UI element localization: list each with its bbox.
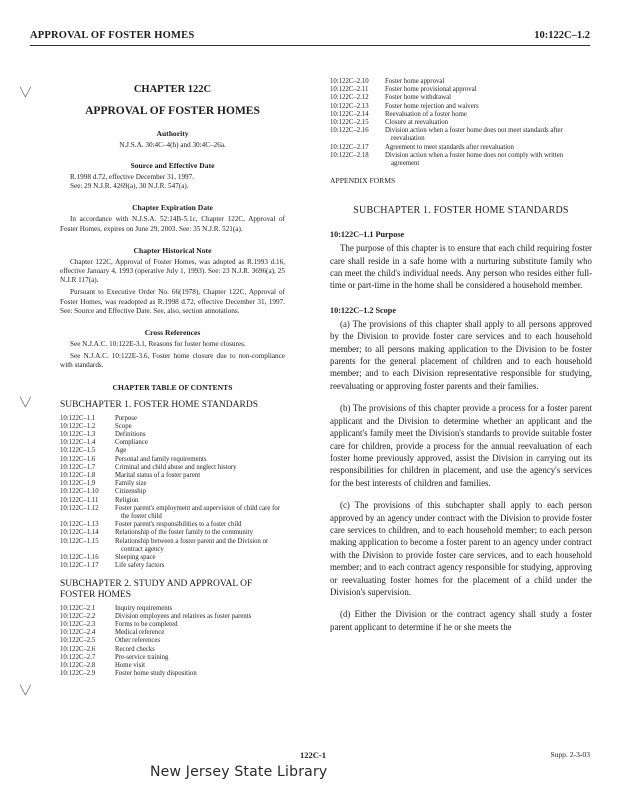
- toc-section-number: 10:122C–1.7: [60, 463, 96, 471]
- toc-entry: [330, 94, 592, 102]
- toc-section-number: 10:122C–1.2: [60, 422, 96, 430]
- toc-section-title: Reevaluation of a foster home: [385, 110, 467, 118]
- toc-section-number: 10:122C–2.7: [60, 653, 96, 661]
- toc-section-title: Pre-service training: [115, 653, 169, 661]
- toc-section-number: 10:122C–2.10: [330, 78, 369, 85]
- history-paragraph: Pursuant to Executive Order No. 66(1978), Chapter 122C, Approval of Foster Homes, was readopted as R.1998 d.72, effective December 31, 1997. See: Source and Effective Date. See, also, section annotations.: [60, 288, 285, 315]
- toc-section-title: Foster home provisional approval: [385, 86, 477, 94]
- toc-section-number: 10:122C–1.9: [60, 480, 96, 488]
- appendix-entry: APPENDIX FORMS: [330, 176, 396, 186]
- authority-text: N.J.S.A. 30:4C–4(h) and 30:4C–26a.: [119, 141, 226, 149]
- toc-section-number: 10:122C–1.6: [60, 455, 96, 463]
- toc-section-number: 10:122C–1.11: [60, 496, 99, 504]
- toc-section-number: 10:122C–2.5: [60, 637, 96, 645]
- toc-entry: [330, 78, 592, 86]
- toc-entry: [60, 464, 285, 472]
- toc-section-number: 10:122C–2.2: [60, 612, 96, 620]
- toc-entry: [60, 562, 285, 570]
- toc-entry: [60, 447, 285, 455]
- toc-entry: [330, 103, 592, 111]
- toc-section-title: Agreement to meet standards after reevaluation: [385, 143, 514, 151]
- toc-section-title: Family size: [115, 480, 147, 488]
- toc-entry: [60, 431, 285, 439]
- margin-mark: ╲╱: [20, 398, 31, 408]
- toc-entry: [60, 505, 285, 521]
- toc-section-title: Foster parent's responsibilities to a foster child: [115, 521, 242, 529]
- toc-section-number: 10:122C–1.8: [60, 472, 96, 480]
- toc-entry: [60, 439, 285, 447]
- toc-section-number: 10:122C–1.5: [60, 447, 96, 455]
- toc-section-number: 10:122C–1.1: [60, 414, 96, 422]
- toc-section-number: 10:122C–2.13: [330, 102, 369, 110]
- supplement-date: Supp. 2-3-03: [550, 750, 590, 759]
- toc-entry: [60, 415, 285, 423]
- body-paragraph: (b) The provisions of this chapter provide a process for a foster parent applicant and the Division to determine whether an applicant and the applicant's family meet the Division's standards to provide suitable foster care for children, provide a process for the annual reevaluation of each foster home previously approved, assist the Division in carrying out its responsibilities for children in placement, and use the agency's services for the best interests of children and families.: [330, 403, 592, 488]
- toc-section-number: 10:122C–2.16: [330, 127, 369, 135]
- toc-section-title: Definitions: [115, 431, 146, 439]
- toc-entry: [60, 497, 285, 505]
- toc-entry: [60, 488, 285, 496]
- toc-section-number: 10:122C–2.14: [330, 110, 369, 118]
- toc-section-number: 10:122C–2.6: [60, 645, 96, 653]
- history-paragraph: Chapter 122C, Approval of Foster Homes, was adopted as R.1993 d.16, effective January 4, 1993 (operative July 1, 1993). See: 23 N.J.R. 3696(a), 25 N.J.R 117(a).: [60, 257, 285, 285]
- toc-section-number: 10:122C–1.12: [60, 504, 99, 512]
- toc-section-title: Criminal and child abuse and neglect history: [115, 463, 237, 471]
- toc-section-title: Marital status of a foster parent: [115, 472, 201, 480]
- toc-section-title: Compliance: [115, 439, 148, 447]
- toc-section-title: Religion: [115, 496, 139, 504]
- toc-entry: [60, 538, 285, 554]
- expiration-text: In accordance with N.J.S.A. 52:14B-5.1c, Chapter 122C, Approval of Foster Homes, expires on June 29, 2003. See: 35 N.J.R. 521(a).: [60, 215, 285, 233]
- toc-entry: [60, 613, 285, 621]
- toc-section-number: 10:122C–2.17: [330, 143, 369, 151]
- toc-section-title: Citizenship: [115, 488, 146, 496]
- running-header-section: 10:122C–1.2: [534, 30, 590, 41]
- running-header-title: APPROVAL OF FOSTER HOMES: [30, 30, 195, 41]
- toc-entry: [60, 637, 285, 645]
- toc-section-number: 10:122C–2.3: [60, 620, 96, 628]
- authority-heading: Authority: [156, 129, 189, 138]
- toc-section-title: Home visit: [115, 661, 146, 669]
- toc-section-number: 10:122C–1.4: [60, 439, 96, 447]
- cross-reference: See N.J.A.C. 10:122E-3.6, Foster home closure due to non-compliance with standards.: [60, 352, 285, 370]
- page-number: 122C-1: [300, 750, 326, 760]
- toc-section-number: 10:122C–2.18: [330, 151, 369, 159]
- chapter-title: APPROVAL OF FOSTER HOMES: [85, 105, 260, 117]
- toc-section-title: Sleeping space: [115, 554, 156, 562]
- toc-section-number: 10:122C–2.9: [60, 670, 96, 678]
- toc-section-title: Personal and family requirements: [115, 455, 207, 463]
- toc-entry: [60, 629, 285, 637]
- body-paragraph: (c) The provisions of this subchapter shall apply to each person approved by an agency under contract with the Division to provide foster care services to children, and to each household member; to each person making application to become a foster parent to an agency under contract with the Division to provide foster care services, and to each household member; and to each contract agency responsible for studying, approving or reevaluating foster homes for the placement of a child under the Division's supervision.: [330, 500, 592, 597]
- left-column: [60, 84, 285, 678]
- source-line: R.1998 d.72, effective December 31, 1997.: [70, 173, 195, 181]
- toc-entry: [60, 472, 285, 480]
- toc-list: [330, 78, 592, 168]
- toc-section-title: Age: [115, 447, 127, 455]
- toc-section-title: Relationship of the foster family to the community: [115, 529, 253, 537]
- toc-section-title: Division employees and relatives as foster parents: [115, 612, 252, 620]
- toc-entry: [60, 521, 285, 529]
- toc-section-number: 10:122C–2.4: [60, 629, 96, 637]
- toc-entry: [60, 646, 285, 654]
- toc-section-title: Other references: [115, 637, 161, 645]
- toc-section-title: Foster home study disposition: [115, 670, 197, 678]
- toc-section-number: 10:122C–1.3: [60, 431, 96, 439]
- toc-entry: [60, 456, 285, 464]
- toc-section-title: Foster home approval: [385, 78, 445, 85]
- margin-mark: ╲╱: [20, 686, 31, 696]
- toc-section-number: 10:122C–2.1: [60, 604, 96, 612]
- chapter-number: CHAPTER 122C: [133, 84, 212, 95]
- toc-section-number: 10:122C–1.14: [60, 529, 99, 537]
- toc-section-title: Foster parent's employment and supervision of child care for the foster child: [115, 504, 281, 521]
- section-title-scope: 10:122C–1.2 Scope: [330, 305, 396, 315]
- toc-entry: [60, 654, 285, 662]
- toc-section-title: Division action when a foster home does not meet standards after reevaluation: [385, 127, 563, 143]
- toc-heading: CHAPTER TABLE OF CONTENTS: [112, 382, 233, 392]
- toc-section-title: Division action when a foster home does not comply with written agreement: [385, 151, 564, 168]
- toc-section-number: 10:122C–2.15: [330, 119, 369, 127]
- toc-subchapter-title: SUBCHAPTER 2. STUDY AND APPROVAL OF FOSTER HOMES: [60, 578, 253, 600]
- toc-section-number: 10:122C–1.16: [60, 554, 99, 562]
- toc-section-title: Foster home withdrawal: [385, 94, 452, 102]
- subchapter-heading: SUBCHAPTER 1. FOSTER HOME STANDARDS: [353, 205, 569, 217]
- toc-section-title: Foster home rejection and waivers: [385, 102, 479, 110]
- toc-section-number: 10:122C–2.12: [330, 94, 369, 102]
- toc-section-number: 10:122C–2.8: [60, 661, 96, 669]
- toc-section-number: 10:122C–2.11: [330, 86, 369, 94]
- toc-entry: [330, 119, 592, 127]
- toc-section-title: Closure at reevaluation: [385, 119, 449, 127]
- toc-section-title: Forms to be completed: [115, 620, 178, 628]
- library-watermark: New Jersey State Library: [150, 764, 328, 780]
- source-heading: Source and Effective Date: [130, 161, 215, 170]
- toc-entry: [60, 423, 285, 431]
- expiration-heading: Chapter Expiration Date: [132, 203, 213, 213]
- toc-entry: [330, 86, 592, 94]
- toc-entry: [330, 111, 592, 119]
- toc-entry: [60, 480, 285, 488]
- toc-section-title: Purpose: [115, 414, 137, 422]
- toc-entry: [60, 670, 285, 678]
- history-heading: Chapter Historical Note: [133, 245, 212, 255]
- toc-subchapter-title: SUBCHAPTER 1. FOSTER HOME STANDARDS: [60, 399, 258, 410]
- toc-list: [60, 415, 285, 571]
- body-paragraph: (a) The provisions of this chapter shall apply to all persons approved by the Division to provide foster care services and to each household member; to all persons making application to the Division to be foster parents for the general placement of children and to each household member; and to each Division representative responsible for studying, reevaluating or approving foster parents and their families.: [330, 318, 592, 391]
- toc-section-title: Medical reference: [115, 629, 165, 637]
- body-paragraph: The purpose of this chapter is to ensure that each child requiring foster care shall reside in a safe home with a nurturing substitute family who can meet the child's individual needs. Any person who resides either full-time or part-time in the home shall be considered a household member.: [330, 243, 592, 291]
- toc-section-title: Scope: [115, 422, 132, 430]
- margin-mark: ╲╱: [20, 88, 31, 98]
- toc-section-title: Inquiry requirements: [115, 604, 173, 612]
- header-rule: [30, 45, 590, 46]
- toc-entry: [60, 605, 285, 613]
- toc-section-title: Relationship between a foster parent and the Division or contract agency: [115, 537, 269, 553]
- toc-entry: [330, 144, 592, 152]
- toc-entry: [60, 662, 285, 670]
- cross-reference: See N.J.A.C. 10:122E-3.1, Reasons for foster home closures.: [70, 340, 246, 349]
- toc-entry: [60, 621, 285, 629]
- right-column: [330, 78, 592, 633]
- toc-section-number: 10:122C–1.10: [60, 488, 99, 496]
- toc-section-title: Record checks: [115, 645, 155, 653]
- section-title-purpose: 10:122C–1.1 Purpose: [330, 230, 405, 240]
- toc-section-title: Life safety factors: [115, 562, 165, 570]
- toc-entry: [330, 152, 592, 168]
- cross-references-heading: Cross References: [144, 328, 201, 338]
- toc-entry: [330, 127, 592, 143]
- source-line: See: 29 N.J.R. 4269(a), 30 N.J.R. 547(a).: [70, 182, 189, 191]
- body-paragraph: (d) Either the Division or the contract agency shall study a foster parent applicant to determine if he or she meets the: [330, 609, 592, 632]
- toc-list: [60, 605, 285, 679]
- toc-section-number: 10:122C–1.15: [60, 537, 99, 545]
- toc-entry: [60, 554, 285, 562]
- toc-section-number: 10:122C–1.13: [60, 521, 99, 529]
- toc-entry: [60, 529, 285, 537]
- toc-section-number: 10:122C–1.17: [60, 562, 99, 570]
